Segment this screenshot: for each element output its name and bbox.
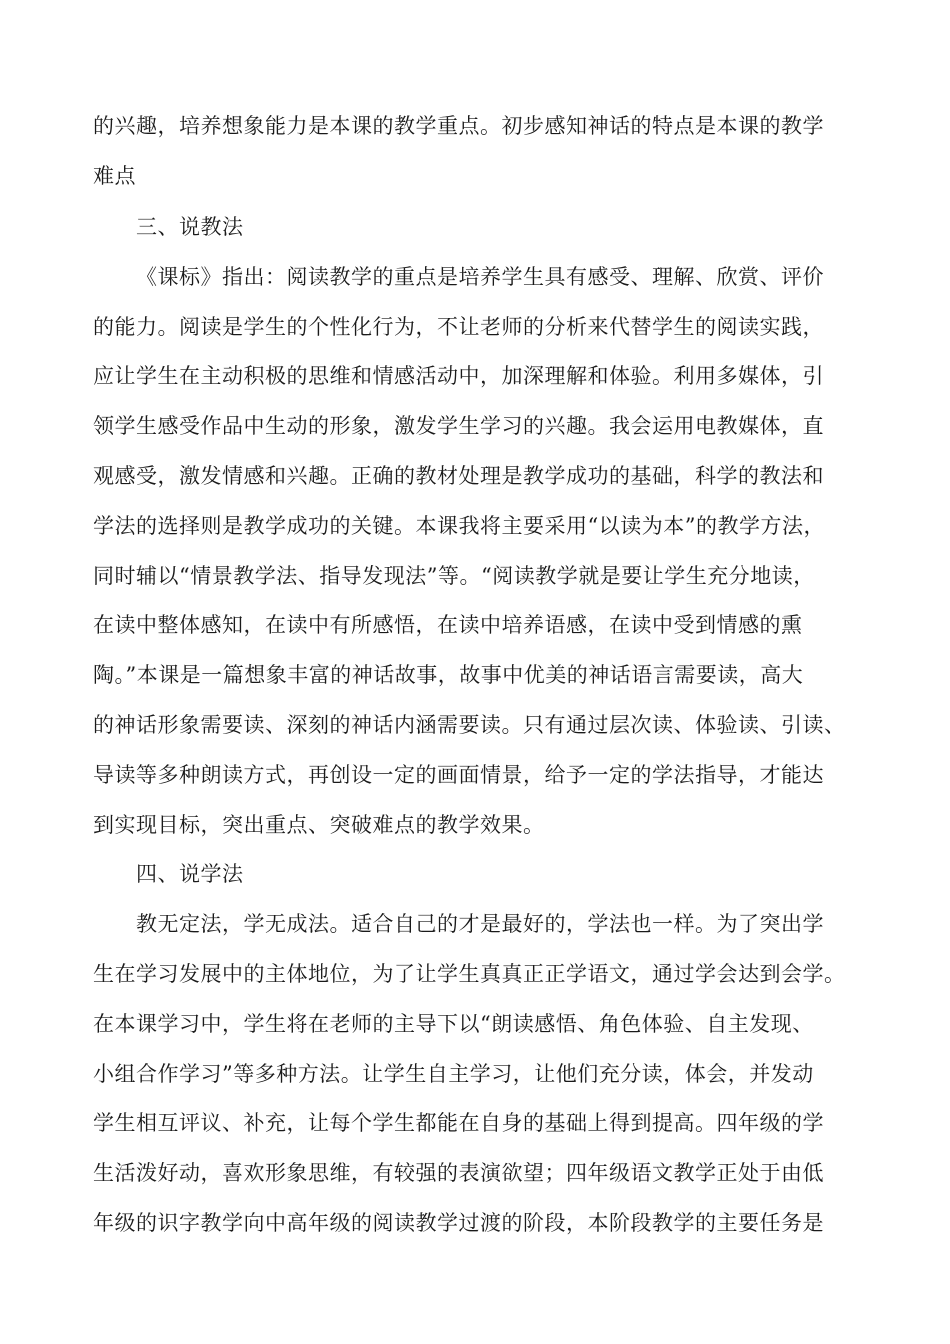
text-line: 《课标》指出：阅读教学的重点是培养学生具有感受、理解、欣赏、评价 [136,265,824,289]
text-line: 观感受，激发情感和兴趣。正确的教材处理是教学成功的基础，科学的教法和 [93,464,824,488]
text-line: 生在学习发展中的主体地位，为了让学生真真正正学语文，通过学会达到会学。 [93,962,846,986]
text-line: 年级的识字教学向中高年级的阅读教学过渡的阶段，本阶段教学的主要任务是 [93,1211,824,1235]
text-line: 的能力。阅读是学生的个性化行为，不让老师的分析来代替学生的阅读实践， [93,315,824,339]
section-heading: 四、说学法 [136,862,244,886]
text-line: 生活泼好动，喜欢形象思维，有较强的表演欲望；四年级语文教学正处于由低 [93,1161,824,1185]
text-line: 教无定法，学无成法。适合自己的才是最好的，学法也一样。为了突出学 [136,912,824,936]
text-line: 难点 [93,164,136,188]
text-line: 学生相互评议、补充，让每个学生都能在自身的基础上得到提高。四年级的学 [93,1111,824,1135]
section-heading: 三、说教法 [136,215,244,239]
text-line: 陶。”本课是一篇想象丰富的神话故事，故事中优美的神话语言需要读，高大 [93,663,804,687]
text-line: 领学生感受作品中生动的形象，激发学生学习的兴趣。我会运用电教媒体，直 [93,414,824,438]
text-line: 应让学生在主动积极的思维和情感活动中，加深理解和体验。利用多媒体，引 [93,364,824,388]
text-line: 的兴趣，培养想象能力是本课的教学重点。初步感知神话的特点是本课的教学 [93,114,824,138]
text-line: 的神话形象需要读、深刻的神话内涵需要读。只有通过层次读、体验读、引读、 [93,713,846,737]
text-line: 导读等多种朗读方式，再创设一定的画面情景，给予一定的学法指导，才能达 [93,763,824,787]
text-line: 在读中整体感知，在读中有所感悟，在读中培养语感，在读中受到情感的熏 [93,613,803,637]
text-line: 小组合作学习”等多种方法。让学生自主学习，让他们充分读，体会，并发动 [93,1062,814,1086]
text-line: 到实现目标，突出重点、突破难点的教学效果。 [93,813,545,837]
text-line: 同时辅以“情景教学法、指导发现法”等。“阅读教学就是要让学生充分地读， [93,564,815,588]
text-line: 在本课学习中，学生将在老师的主导下以“朗读感悟、角色体验、自主发现、 [93,1012,814,1036]
text-line: 学法的选择则是教学成功的关键。本课我将主要采用“以读为本”的教学方法， [93,514,825,538]
